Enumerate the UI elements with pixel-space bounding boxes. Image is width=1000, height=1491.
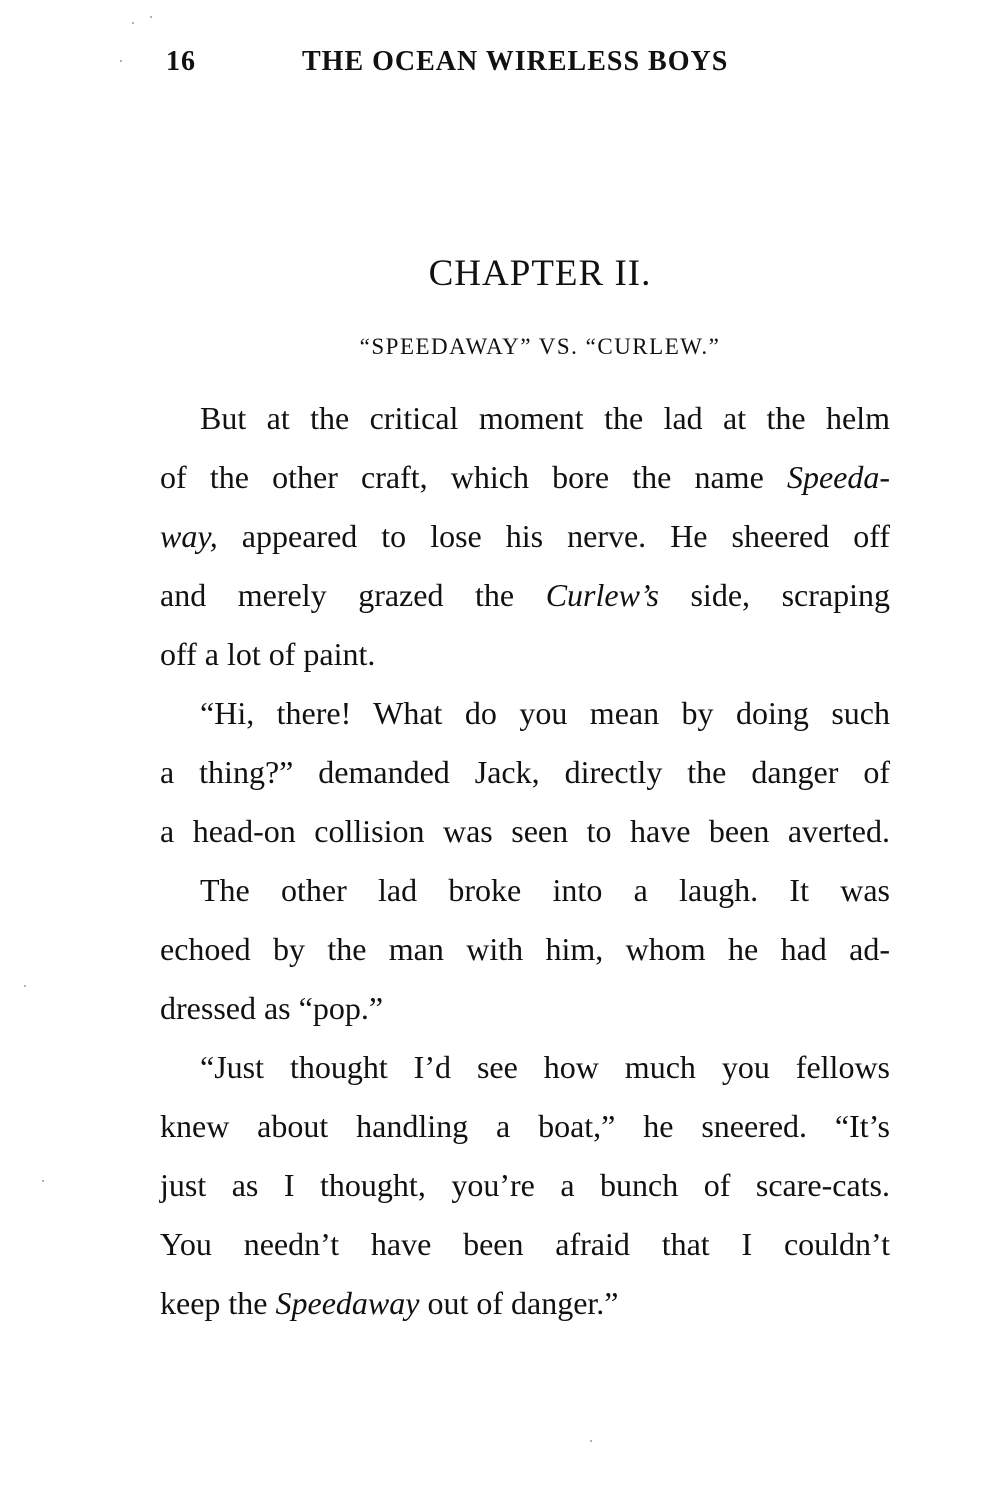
text-span: dressed as “pop.” <box>160 990 384 1026</box>
text-span: echoed by the man with him, whom he had ad- <box>160 931 890 967</box>
text-line <box>160 811 890 870</box>
text-line <box>160 516 890 575</box>
text-span: of the other craft, which bore the name <box>160 459 787 495</box>
text-line <box>160 929 890 988</box>
paper-speck <box>24 985 26 987</box>
italic-text: Curlew’s <box>545 577 659 613</box>
running-head <box>160 46 890 86</box>
text-span: side, scraping <box>658 577 890 613</box>
italic-text: Speedaway <box>275 1285 420 1321</box>
page-number: 16 <box>166 46 196 77</box>
text-span: and merely grazed the <box>160 577 546 613</box>
text-span: But at the critical moment the lad at the helm <box>200 400 890 436</box>
text-line <box>160 1106 890 1165</box>
text-line <box>160 988 890 1047</box>
text-span: out of danger.” <box>419 1285 619 1321</box>
italic-text: way, <box>160 518 218 554</box>
text-span: appeared to lose his nerve. He sheered off <box>217 518 890 554</box>
paper-speck <box>590 1440 592 1442</box>
text-line <box>160 634 890 693</box>
text-span: knew about handling a boat,” he sneered. “It’s <box>160 1108 890 1144</box>
text-line <box>160 1283 890 1342</box>
paper-speck <box>120 60 122 62</box>
text-span: a head-on collision was seen to have been averted. <box>160 813 890 849</box>
paper-speck <box>42 1180 44 1182</box>
paper-speck <box>150 16 152 18</box>
text-span: “Hi, there! What do you mean by doing such <box>200 695 890 731</box>
text-span: The other lad broke into a laugh. It was <box>200 872 890 908</box>
text-line <box>200 693 890 752</box>
chapter-subtitle: “SPEEDAWAY” VS. “CURLEW.” <box>359 334 721 359</box>
text-span: keep the <box>160 1285 276 1321</box>
text-line <box>200 1047 890 1106</box>
italic-text: Speeda- <box>786 459 890 495</box>
text-line <box>200 398 890 457</box>
text-span: “Just thought I’d see how much you fellows <box>200 1049 890 1085</box>
text-line <box>160 752 890 811</box>
text-line <box>160 1224 890 1283</box>
text-span: off a lot of paint. <box>160 636 376 672</box>
text-span: You needn’t have been afraid that I couldn’t <box>160 1226 890 1262</box>
text-line <box>160 457 890 516</box>
chapter-heading: CHAPTER II. <box>428 253 652 294</box>
text-line <box>200 870 890 929</box>
text-span: just as I thought, you’re a bunch of scare-cats. <box>160 1167 890 1203</box>
running-title: THE OCEAN WIRELESS BOYS <box>302 46 729 77</box>
text-span: a thing?” demanded Jack, directly the danger of <box>160 754 890 790</box>
text-line <box>160 575 890 634</box>
text-line <box>160 1165 890 1224</box>
paper-speck <box>132 22 134 24</box>
